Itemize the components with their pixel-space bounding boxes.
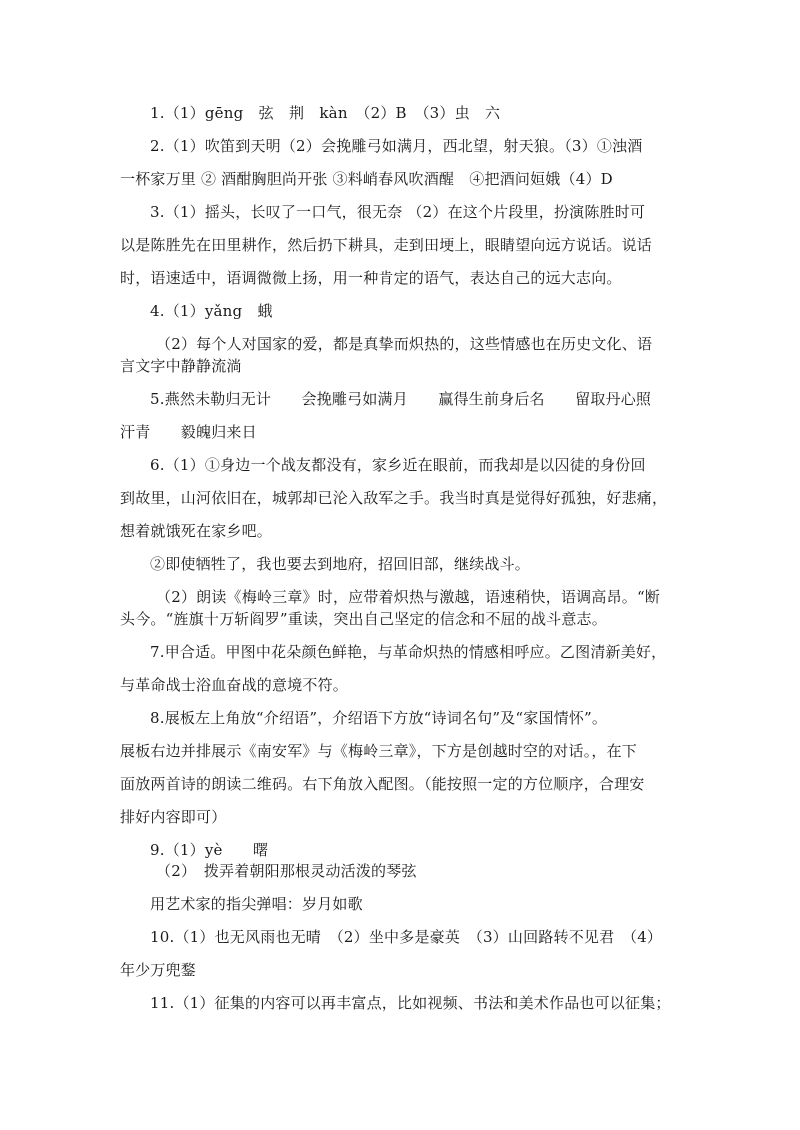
answer-4-line-3: 言文字中静静流淌 [120, 357, 242, 375]
answer-7-line-2: 与革命战士浴血奋战的意境不符。 [120, 676, 349, 694]
answer-8-line-1: 8.展板左上角放“介绍语”，介绍语下方放“诗词名句”及“家国情怀”。 [150, 709, 608, 727]
answer-8-line-4: 排好内容即可） [120, 808, 227, 826]
answer-2-line-1: 2.（1）吹笛到天明（2）会挽雕弓如满月，西北望，射天狼。（3）①浊酒 [150, 137, 643, 155]
answer-6-line-5: （2）朗读《梅岭三章》时，应带着炽热与激越，语速稍快，语调高昂。“断 [156, 588, 661, 606]
answer-4-line-1: 4.（1）yǎng 蛾 [150, 302, 273, 320]
answer-4-line-2: （2）每个人对国家的爱，都是真挚而炽热的，这些情感也在历史文化、语 [156, 335, 653, 353]
answer-9-line-1: 9.（1）yè 曙 [150, 841, 269, 859]
answer-6-line-1: 6.（1）①身边一个战友都没有，家乡近在眼前，而我却是以囚徒的身份回 [150, 456, 646, 474]
answer-3-line-3: 时，语速适中，语调微微上扬，用一种肯定的语气，表达自己的远大志向。 [120, 269, 622, 287]
answer-10-line-1: 10.（1）也无风雨也无晴 （2）坐中多是豪英 （3）山回路转不见君 （4） [150, 928, 663, 946]
answer-10-line-2: 年少万兜鍪 [120, 961, 197, 979]
answer-6-line-3: 想着就饿死在家乡吧。 [120, 522, 273, 540]
answer-11-line-1: 11.（1）征集的内容可以再丰富点，比如视频、书法和美术作品也可以征集； [150, 994, 671, 1012]
answer-3-line-1: 3.（1）摇头，长叹了一口气，很无奈 （2）在这个片段里，扮演陈胜时可 [150, 203, 646, 221]
answer-3-line-2: 以是陈胜先在田里耕作，然后扔下耕具，走到田埂上，眼睛望向远方说话。说话 [120, 236, 653, 254]
answer-7-line-1: 7.甲合适。甲图中花朵颜色鲜艳，与革命炽热的情感相呼应。乙图清新美好， [150, 643, 667, 661]
answer-5-line-1: 5.燕然未勒归无计 会挽雕弓如满月 赢得生前身后名 留取丹心照 [150, 390, 652, 408]
answer-2-line-2: 一杯家万里 ② 酒酣胸胆尚开张 ③料峭春风吹酒醒 ④把酒问姮娥（4）D [120, 170, 613, 188]
answer-9-line-2: （2） 拨弄着朝阳那根灵动活泼的琴弦 [156, 862, 417, 880]
answer-8-line-3: 面放两首诗的朗读二维码。右下角放入配图。（能按照一定的方位顺序，合理安 [120, 775, 645, 793]
answer-9-line-3: 用艺术家的指尖弹唱：岁月如歌 [150, 895, 363, 913]
answer-5-line-2: 汗青 毅魄归来日 [120, 423, 257, 441]
answer-6-line-2: 到故里，山河依旧在，城郭却已沦入敌军之手。我当时真是觉得好孤独，好悲痛， [120, 489, 668, 507]
answer-6-line-6: 头今。“旌旗十万斩阎罗”重读，突出自己坚定的信念和不屈的战斗意志。 [120, 610, 607, 628]
answer-8-line-2: 展板右边并排展示《南安军》与《梅岭三章》，下方是创越时空的对话。，在下 [120, 742, 638, 760]
answer-1-line: 1.（1）gēng 弦 荆 kàn （2）B （3）虫 六 [150, 104, 501, 122]
answer-6-line-4: ②即使牺牲了，我也要去到地府，招回旧部，继续战斗。 [150, 555, 531, 573]
